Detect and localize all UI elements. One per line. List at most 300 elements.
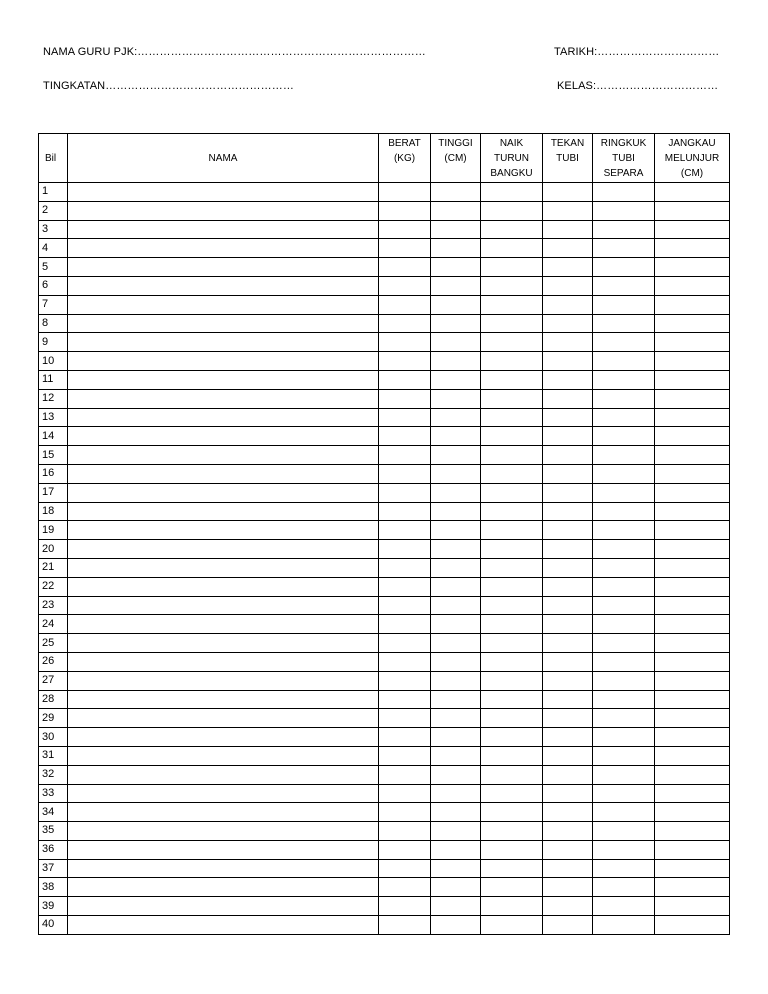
nama-cell[interactable] xyxy=(68,746,379,765)
jangkau-melunjur-cell[interactable] xyxy=(655,239,730,258)
row-number: 15 xyxy=(39,446,68,465)
ringkuk-tubi-separa-cell[interactable] xyxy=(593,314,655,333)
jangkau-melunjur-cell[interactable] xyxy=(655,652,730,671)
ringkuk-tubi-separa-cell[interactable] xyxy=(593,389,655,408)
tekan-tubi-cell[interactable] xyxy=(543,352,593,371)
tinggi-cell[interactable] xyxy=(431,709,481,728)
jangkau-melunjur-cell[interactable] xyxy=(655,446,730,465)
tinggi-cell[interactable] xyxy=(431,201,481,220)
jangkau-melunjur-cell[interactable] xyxy=(655,878,730,897)
jangkau-melunjur-cell[interactable] xyxy=(655,709,730,728)
nama-cell[interactable] xyxy=(68,878,379,897)
naik-turun-bangku-cell[interactable] xyxy=(481,859,543,878)
tinggi-cell[interactable] xyxy=(431,615,481,634)
ringkuk-tubi-separa-cell[interactable] xyxy=(593,596,655,615)
nama-cell[interactable] xyxy=(68,840,379,859)
ringkuk-tubi-separa-cell[interactable] xyxy=(593,201,655,220)
nama-cell[interactable] xyxy=(68,709,379,728)
ringkuk-tubi-separa-cell[interactable] xyxy=(593,239,655,258)
tinggi-cell[interactable] xyxy=(431,916,481,935)
tinggi-cell[interactable] xyxy=(431,897,481,916)
berat-cell[interactable] xyxy=(379,370,431,389)
ringkuk-tubi-separa-cell[interactable] xyxy=(593,634,655,653)
tinggi-cell[interactable] xyxy=(431,370,481,389)
tekan-tubi-cell[interactable] xyxy=(543,652,593,671)
berat-cell[interactable] xyxy=(379,859,431,878)
naik-turun-bangku-cell[interactable] xyxy=(481,295,543,314)
tekan-tubi-cell[interactable] xyxy=(543,370,593,389)
row-number: 35 xyxy=(39,822,68,841)
tinggi-cell[interactable] xyxy=(431,389,481,408)
berat-cell[interactable] xyxy=(379,577,431,596)
nama-cell[interactable] xyxy=(68,822,379,841)
tekan-tubi-cell[interactable] xyxy=(543,709,593,728)
row-number: 9 xyxy=(39,333,68,352)
tekan-tubi-cell[interactable] xyxy=(543,728,593,747)
ringkuk-tubi-separa-cell[interactable] xyxy=(593,183,655,202)
jangkau-melunjur-cell[interactable] xyxy=(655,220,730,239)
tekan-tubi-cell[interactable] xyxy=(543,521,593,540)
nama-guru-field[interactable]: NAMA GURU PJK:…………………………………………………………………… xyxy=(43,46,426,58)
ringkuk-tubi-separa-cell[interactable] xyxy=(593,408,655,427)
tinggi-cell[interactable] xyxy=(431,446,481,465)
tinggi-cell[interactable] xyxy=(431,822,481,841)
naik-turun-bangku-cell[interactable] xyxy=(481,822,543,841)
tekan-tubi-cell[interactable] xyxy=(543,314,593,333)
tinggi-cell[interactable] xyxy=(431,746,481,765)
table-row xyxy=(39,709,730,728)
berat-cell[interactable] xyxy=(379,220,431,239)
jangkau-melunjur-cell[interactable] xyxy=(655,427,730,446)
berat-cell[interactable] xyxy=(379,276,431,295)
naik-turun-bangku-cell[interactable] xyxy=(481,652,543,671)
tinggi-cell[interactable] xyxy=(431,408,481,427)
berat-cell[interactable] xyxy=(379,408,431,427)
jangkau-melunjur-cell[interactable] xyxy=(655,615,730,634)
nama-cell[interactable] xyxy=(68,183,379,202)
ringkuk-tubi-separa-cell[interactable] xyxy=(593,502,655,521)
column-header-ringkuk-tubi-separa: RINGKUK TUBI SEPARA xyxy=(593,134,655,183)
naik-turun-bangku-cell[interactable] xyxy=(481,634,543,653)
ringkuk-tubi-separa-cell[interactable] xyxy=(593,540,655,559)
naik-turun-bangku-cell[interactable] xyxy=(481,671,543,690)
tekan-tubi-cell[interactable] xyxy=(543,878,593,897)
tinggi-cell[interactable] xyxy=(431,596,481,615)
tinggi-cell[interactable] xyxy=(431,671,481,690)
nama-cell[interactable] xyxy=(68,314,379,333)
ringkuk-tubi-separa-cell[interactable] xyxy=(593,652,655,671)
ringkuk-tubi-separa-cell[interactable] xyxy=(593,483,655,502)
berat-cell[interactable] xyxy=(379,709,431,728)
jangkau-melunjur-cell[interactable] xyxy=(655,314,730,333)
naik-turun-bangku-cell[interactable] xyxy=(481,427,543,446)
tinggi-cell[interactable] xyxy=(431,859,481,878)
naik-turun-bangku-cell[interactable] xyxy=(481,840,543,859)
tinggi-cell[interactable] xyxy=(431,878,481,897)
berat-cell[interactable] xyxy=(379,483,431,502)
ringkuk-tubi-separa-cell[interactable] xyxy=(593,333,655,352)
naik-turun-bangku-cell[interactable] xyxy=(481,239,543,258)
naik-turun-bangku-cell[interactable] xyxy=(481,183,543,202)
tinggi-cell[interactable] xyxy=(431,690,481,709)
ringkuk-tubi-separa-cell[interactable] xyxy=(593,690,655,709)
jangkau-melunjur-cell[interactable] xyxy=(655,464,730,483)
tekan-tubi-cell[interactable] xyxy=(543,220,593,239)
ringkuk-tubi-separa-cell[interactable] xyxy=(593,258,655,277)
tinggi-cell[interactable] xyxy=(431,427,481,446)
nama-cell[interactable] xyxy=(68,577,379,596)
naik-turun-bangku-cell[interactable] xyxy=(481,765,543,784)
jangkau-melunjur-cell[interactable] xyxy=(655,634,730,653)
jangkau-melunjur-cell[interactable] xyxy=(655,276,730,295)
tekan-tubi-cell[interactable] xyxy=(543,239,593,258)
berat-cell[interactable] xyxy=(379,596,431,615)
berat-cell[interactable] xyxy=(379,352,431,371)
tekan-tubi-cell[interactable] xyxy=(543,389,593,408)
ringkuk-tubi-separa-cell[interactable] xyxy=(593,370,655,389)
jangkau-melunjur-cell[interactable] xyxy=(655,784,730,803)
naik-turun-bangku-cell[interactable] xyxy=(481,352,543,371)
nama-cell[interactable] xyxy=(68,596,379,615)
naik-turun-bangku-cell[interactable] xyxy=(481,408,543,427)
berat-cell[interactable] xyxy=(379,258,431,277)
nama-cell[interactable] xyxy=(68,558,379,577)
berat-cell[interactable] xyxy=(379,502,431,521)
ringkuk-tubi-separa-cell[interactable] xyxy=(593,784,655,803)
naik-turun-bangku-cell[interactable] xyxy=(481,746,543,765)
berat-cell[interactable] xyxy=(379,803,431,822)
tekan-tubi-cell[interactable] xyxy=(543,784,593,803)
tarikh-field[interactable]: TARIKH:…………………………… xyxy=(554,46,720,58)
jangkau-melunjur-cell[interactable] xyxy=(655,728,730,747)
naik-turun-bangku-cell[interactable] xyxy=(481,558,543,577)
naik-turun-bangku-cell[interactable] xyxy=(481,370,543,389)
naik-turun-bangku-cell[interactable] xyxy=(481,502,543,521)
nama-cell[interactable] xyxy=(68,803,379,822)
jangkau-melunjur-cell[interactable] xyxy=(655,258,730,277)
naik-turun-bangku-cell[interactable] xyxy=(481,690,543,709)
tinggi-cell[interactable] xyxy=(431,464,481,483)
nama-cell[interactable] xyxy=(68,427,379,446)
nama-cell[interactable] xyxy=(68,728,379,747)
row-number: 18 xyxy=(39,502,68,521)
berat-cell[interactable] xyxy=(379,690,431,709)
table-row xyxy=(39,333,730,352)
jangkau-melunjur-cell[interactable] xyxy=(655,577,730,596)
tinggi-cell[interactable] xyxy=(431,183,481,202)
nama-cell[interactable] xyxy=(68,276,379,295)
jangkau-melunjur-cell[interactable] xyxy=(655,408,730,427)
nama-cell[interactable] xyxy=(68,540,379,559)
jangkau-melunjur-cell[interactable] xyxy=(655,765,730,784)
tekan-tubi-cell[interactable] xyxy=(543,822,593,841)
tekan-tubi-cell[interactable] xyxy=(543,464,593,483)
jangkau-melunjur-cell[interactable] xyxy=(655,916,730,935)
tinggi-cell[interactable] xyxy=(431,352,481,371)
berat-cell[interactable] xyxy=(379,239,431,258)
berat-cell[interactable] xyxy=(379,897,431,916)
naik-turun-bangku-cell[interactable] xyxy=(481,728,543,747)
tinggi-cell[interactable] xyxy=(431,295,481,314)
tinggi-cell[interactable] xyxy=(431,577,481,596)
tinggi-cell[interactable] xyxy=(431,558,481,577)
table-row xyxy=(39,615,730,634)
row-number: 19 xyxy=(39,521,68,540)
naik-turun-bangku-cell[interactable] xyxy=(481,784,543,803)
berat-cell[interactable] xyxy=(379,784,431,803)
jangkau-melunjur-cell[interactable] xyxy=(655,183,730,202)
berat-cell[interactable] xyxy=(379,878,431,897)
berat-cell[interactable] xyxy=(379,446,431,465)
tinggi-cell[interactable] xyxy=(431,521,481,540)
ringkuk-tubi-separa-cell[interactable] xyxy=(593,709,655,728)
jangkau-melunjur-cell[interactable] xyxy=(655,352,730,371)
berat-cell[interactable] xyxy=(379,464,431,483)
berat-cell[interactable] xyxy=(379,295,431,314)
tinggi-cell[interactable] xyxy=(431,652,481,671)
naik-turun-bangku-cell[interactable] xyxy=(481,596,543,615)
tinggi-cell[interactable] xyxy=(431,276,481,295)
nama-cell[interactable] xyxy=(68,201,379,220)
tinggi-cell[interactable] xyxy=(431,239,481,258)
tinggi-cell[interactable] xyxy=(431,803,481,822)
tinggi-cell[interactable] xyxy=(431,765,481,784)
nama-cell[interactable] xyxy=(68,784,379,803)
berat-cell[interactable] xyxy=(379,840,431,859)
tinggi-cell[interactable] xyxy=(431,333,481,352)
ringkuk-tubi-separa-cell[interactable] xyxy=(593,746,655,765)
tekan-tubi-cell[interactable] xyxy=(543,333,593,352)
nama-cell[interactable] xyxy=(68,690,379,709)
tekan-tubi-cell[interactable] xyxy=(543,690,593,709)
nama-cell[interactable] xyxy=(68,652,379,671)
berat-cell[interactable] xyxy=(379,521,431,540)
nama-cell[interactable] xyxy=(68,483,379,502)
nama-cell[interactable] xyxy=(68,258,379,277)
jangkau-melunjur-cell[interactable] xyxy=(655,521,730,540)
nama-cell[interactable] xyxy=(68,671,379,690)
tekan-tubi-cell[interactable] xyxy=(543,502,593,521)
tekan-tubi-cell[interactable] xyxy=(543,615,593,634)
tinggi-cell[interactable] xyxy=(431,483,481,502)
jangkau-melunjur-cell[interactable] xyxy=(655,690,730,709)
nama-cell[interactable] xyxy=(68,464,379,483)
naik-turun-bangku-cell[interactable] xyxy=(481,540,543,559)
ringkuk-tubi-separa-cell[interactable] xyxy=(593,295,655,314)
tinggi-cell[interactable] xyxy=(431,784,481,803)
berat-cell[interactable] xyxy=(379,615,431,634)
ringkuk-tubi-separa-cell[interactable] xyxy=(593,671,655,690)
ringkuk-tubi-separa-cell[interactable] xyxy=(593,916,655,935)
naik-turun-bangku-cell[interactable] xyxy=(481,446,543,465)
tekan-tubi-cell[interactable] xyxy=(543,671,593,690)
tinggi-cell[interactable] xyxy=(431,258,481,277)
ringkuk-tubi-separa-cell[interactable] xyxy=(593,352,655,371)
table-row xyxy=(39,201,730,220)
nama-cell[interactable] xyxy=(68,615,379,634)
tekan-tubi-cell[interactable] xyxy=(543,427,593,446)
tekan-tubi-cell[interactable] xyxy=(543,540,593,559)
berat-cell[interactable] xyxy=(379,540,431,559)
naik-turun-bangku-cell[interactable] xyxy=(481,897,543,916)
nama-cell[interactable] xyxy=(68,765,379,784)
nama-cell[interactable] xyxy=(68,239,379,258)
nama-cell[interactable] xyxy=(68,897,379,916)
ringkuk-tubi-separa-cell[interactable] xyxy=(593,615,655,634)
jangkau-melunjur-cell[interactable] xyxy=(655,840,730,859)
ringkuk-tubi-separa-cell[interactable] xyxy=(593,803,655,822)
tekan-tubi-cell[interactable] xyxy=(543,916,593,935)
ringkuk-tubi-separa-cell[interactable] xyxy=(593,577,655,596)
jangkau-melunjur-cell[interactable] xyxy=(655,558,730,577)
naik-turun-bangku-cell[interactable] xyxy=(481,483,543,502)
tekan-tubi-cell[interactable] xyxy=(543,408,593,427)
jangkau-melunjur-cell[interactable] xyxy=(655,483,730,502)
ringkuk-tubi-separa-cell[interactable] xyxy=(593,220,655,239)
berat-cell[interactable] xyxy=(379,333,431,352)
naik-turun-bangku-cell[interactable] xyxy=(481,389,543,408)
berat-cell[interactable] xyxy=(379,746,431,765)
tekan-tubi-cell[interactable] xyxy=(543,446,593,465)
tekan-tubi-cell[interactable] xyxy=(543,897,593,916)
ringkuk-tubi-separa-cell[interactable] xyxy=(593,878,655,897)
ringkuk-tubi-separa-cell[interactable] xyxy=(593,276,655,295)
ringkuk-tubi-separa-cell[interactable] xyxy=(593,464,655,483)
nama-cell[interactable] xyxy=(68,389,379,408)
naik-turun-bangku-cell[interactable] xyxy=(481,220,543,239)
berat-cell[interactable] xyxy=(379,558,431,577)
tekan-tubi-cell[interactable] xyxy=(543,183,593,202)
jangkau-melunjur-cell[interactable] xyxy=(655,671,730,690)
nama-cell[interactable] xyxy=(68,408,379,427)
nama-cell[interactable] xyxy=(68,220,379,239)
berat-cell[interactable] xyxy=(379,728,431,747)
tekan-tubi-cell[interactable] xyxy=(543,295,593,314)
tinggi-cell[interactable] xyxy=(431,840,481,859)
berat-cell[interactable] xyxy=(379,822,431,841)
tekan-tubi-cell[interactable] xyxy=(543,840,593,859)
nama-cell[interactable] xyxy=(68,521,379,540)
naik-turun-bangku-cell[interactable] xyxy=(481,314,543,333)
ringkuk-tubi-separa-cell[interactable] xyxy=(593,765,655,784)
tekan-tubi-cell[interactable] xyxy=(543,258,593,277)
naik-turun-bangku-cell[interactable] xyxy=(481,803,543,822)
kelas-field[interactable]: KELAS:…………………………… xyxy=(557,80,719,92)
tinggi-cell[interactable] xyxy=(431,502,481,521)
ringkuk-tubi-separa-cell[interactable] xyxy=(593,840,655,859)
berat-cell[interactable] xyxy=(379,183,431,202)
ringkuk-tubi-separa-cell[interactable] xyxy=(593,446,655,465)
jangkau-melunjur-cell[interactable] xyxy=(655,540,730,559)
naik-turun-bangku-cell[interactable] xyxy=(481,615,543,634)
tekan-tubi-cell[interactable] xyxy=(543,634,593,653)
jangkau-melunjur-cell[interactable] xyxy=(655,897,730,916)
nama-cell[interactable] xyxy=(68,634,379,653)
naik-turun-bangku-cell[interactable] xyxy=(481,916,543,935)
jangkau-melunjur-cell[interactable] xyxy=(655,859,730,878)
berat-cell[interactable] xyxy=(379,389,431,408)
jangkau-melunjur-cell[interactable] xyxy=(655,333,730,352)
table-row xyxy=(39,521,730,540)
naik-turun-bangku-cell[interactable] xyxy=(481,258,543,277)
ringkuk-tubi-separa-cell[interactable] xyxy=(593,728,655,747)
ringkuk-tubi-separa-cell[interactable] xyxy=(593,427,655,446)
tinggi-cell[interactable] xyxy=(431,728,481,747)
jangkau-melunjur-cell[interactable] xyxy=(655,370,730,389)
berat-cell[interactable] xyxy=(379,634,431,653)
berat-cell[interactable] xyxy=(379,652,431,671)
nama-cell[interactable] xyxy=(68,859,379,878)
ringkuk-tubi-separa-cell[interactable] xyxy=(593,521,655,540)
berat-cell[interactable] xyxy=(379,314,431,333)
table-row xyxy=(39,295,730,314)
tekan-tubi-cell[interactable] xyxy=(543,596,593,615)
jangkau-melunjur-cell[interactable] xyxy=(655,822,730,841)
tinggi-cell[interactable] xyxy=(431,634,481,653)
ringkuk-tubi-separa-cell[interactable] xyxy=(593,859,655,878)
tekan-tubi-cell[interactable] xyxy=(543,483,593,502)
jangkau-melunjur-cell[interactable] xyxy=(655,502,730,521)
nama-cell[interactable] xyxy=(68,295,379,314)
jangkau-melunjur-cell[interactable] xyxy=(655,295,730,314)
table-row xyxy=(39,596,730,615)
jangkau-melunjur-cell[interactable] xyxy=(655,803,730,822)
jangkau-melunjur-cell[interactable] xyxy=(655,201,730,220)
naik-turun-bangku-cell[interactable] xyxy=(481,276,543,295)
tekan-tubi-cell[interactable] xyxy=(543,746,593,765)
berat-cell[interactable] xyxy=(379,765,431,784)
ringkuk-tubi-separa-cell[interactable] xyxy=(593,558,655,577)
nama-cell[interactable] xyxy=(68,502,379,521)
column-header-naik-turun-bangku: NAIK TURUN BANGKU xyxy=(481,134,543,183)
berat-cell[interactable] xyxy=(379,201,431,220)
naik-turun-bangku-cell[interactable] xyxy=(481,577,543,596)
nama-cell[interactable] xyxy=(68,333,379,352)
tekan-tubi-cell[interactable] xyxy=(543,577,593,596)
naik-turun-bangku-cell[interactable] xyxy=(481,709,543,728)
berat-cell[interactable] xyxy=(379,916,431,935)
ringkuk-tubi-separa-cell[interactable] xyxy=(593,897,655,916)
jangkau-melunjur-cell[interactable] xyxy=(655,596,730,615)
tekan-tubi-cell[interactable] xyxy=(543,558,593,577)
naik-turun-bangku-cell[interactable] xyxy=(481,521,543,540)
nama-cell[interactable] xyxy=(68,446,379,465)
row-number: 10 xyxy=(39,352,68,371)
nama-cell[interactable] xyxy=(68,370,379,389)
tinggi-cell[interactable] xyxy=(431,314,481,333)
tekan-tubi-cell[interactable] xyxy=(543,859,593,878)
tekan-tubi-cell[interactable] xyxy=(543,803,593,822)
ringkuk-tubi-separa-cell[interactable] xyxy=(593,822,655,841)
naik-turun-bangku-cell[interactable] xyxy=(481,333,543,352)
jangkau-melunjur-cell[interactable] xyxy=(655,389,730,408)
tekan-tubi-cell[interactable] xyxy=(543,276,593,295)
table-row xyxy=(39,728,730,747)
berat-cell[interactable] xyxy=(379,671,431,690)
naik-turun-bangku-cell[interactable] xyxy=(481,878,543,897)
tingkatan-field[interactable]: TINGKATAN…………………………………………… xyxy=(43,80,294,92)
berat-cell[interactable] xyxy=(379,427,431,446)
nama-cell[interactable] xyxy=(68,352,379,371)
tinggi-cell[interactable] xyxy=(431,540,481,559)
nama-cell[interactable] xyxy=(68,916,379,935)
tekan-tubi-cell[interactable] xyxy=(543,201,593,220)
tinggi-cell[interactable] xyxy=(431,220,481,239)
jangkau-melunjur-cell[interactable] xyxy=(655,746,730,765)
naik-turun-bangku-cell[interactable] xyxy=(481,201,543,220)
naik-turun-bangku-cell[interactable] xyxy=(481,464,543,483)
tekan-tubi-cell[interactable] xyxy=(543,765,593,784)
